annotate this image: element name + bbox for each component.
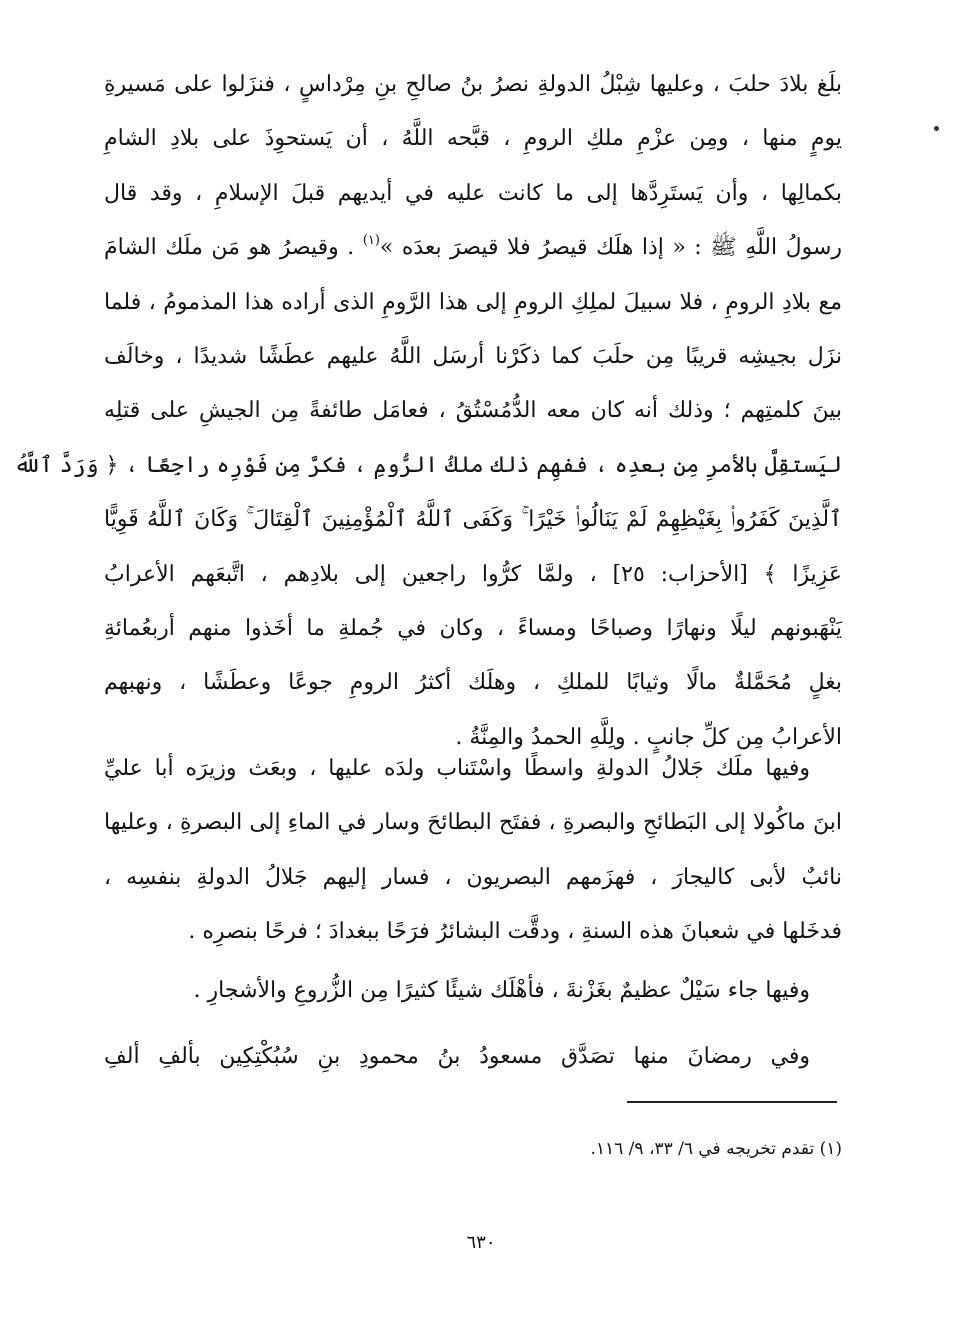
page-number: ٦٣٠ — [466, 1232, 496, 1253]
paragraph-2 — [104, 742, 842, 960]
text-line: يَنْهَبونهم ليلًا ونهارًا وصباحًا ومساءً ، وكان في جُملةِ ما أخَذوا منهم أربعُمائةِ — [104, 615, 842, 641]
footnote: (١) تقدم تخريجه في ٦/ ٣٣، ٩/ ١١٦. — [590, 1139, 842, 1159]
text-line: نائبٌ لأبى كاليجارَ ، فهزَمهم البصريون ، فسار إليهم جَلالُ الدولةِ بنفسِه ، — [104, 864, 842, 890]
text-line: عَزِيزًا ﴾ [الأحزاب: ٢٥] ، ولمَّا كرُّوا راجعين إلى بلادِهم ، اتَّبعَهم الأعرابُ — [104, 561, 842, 587]
text-line: الأعرابُ مِن كلِّ جانبٍ . ولِلَّهِ الحمدُ والمِنَّةُ . — [455, 724, 842, 750]
text-line: وفي رمضانَ منها تصَدَّق مسعودُ بنُ محمودِ بنِ سُبُكْتِكِين بألفِ ألفِ — [104, 1044, 810, 1069]
text-line: فدخَلها في شعبانَ هذه السنةِ ، ودقَّت البشائرُ فرَحًا ببغدادَ ؛ فرحًا بنصرِه . — [188, 919, 842, 945]
text-line: بينَ كلمتِهم ؛ وذلك أنه كان معه الدُّمُسْتُقُ ، فعامَل طائفةً مِن الجيشِ على قتلِه — [104, 398, 842, 424]
text-line: بكمالِها ، وأن يَستَرِدَّها إلى ما كانت عليه في أيديهم قبلَ الإسلامِ ، وقد قال — [104, 180, 842, 206]
text-line: بلَغ بلادَ حلبَ ، وعليها شِبْلُ الدولةِ نصرُ بنُ صالحِ بنِ مِرْداسٍ ، فنزَلوا على مَسيرةِ — [104, 72, 842, 97]
text-line-with-footnote — [104, 221, 842, 275]
footnote-marker: (١) — [362, 233, 380, 249]
text-line: يومٍ منها ، ومِن عزْمِ ملكِ الرومِ ، قبَّحه اللَّهُ ، أن يَستحوِذَ على بلادِ الشامِ — [104, 126, 842, 152]
text-line: ليَستقِلَّ بالأمرِ مِن بعدِه ، ففهِم ذلك ملكُ الرُّومِ ، فكرَّ مِن فَوْرِه راجِعًا ، ﴿ وَرَدَّ ٱللَّهُ — [14, 452, 842, 478]
margin-mark — [934, 126, 939, 131]
text-line-tail: . وقيصرُ هو مَن ملَك الشامَ — [104, 235, 355, 261]
paragraph-1 — [14, 58, 843, 765]
paragraph-4 — [104, 1030, 842, 1084]
paragraph-3 — [104, 964, 842, 1018]
footnote-divider — [627, 1101, 837, 1103]
quran-verse-line: ٱلَّذِينَ كَفَرُوا۟ بِغَيْظِهِمْ لَمْ يَنَالُوا۟ خَيْرًا ۚ وَكَفَى ٱللَّهُ ٱلْمُؤْمِنِينَ ٱلْقِتَالَ ۚ وَكَانَ ٱللَّهُ قَوِيًّا — [104, 507, 842, 533]
hadith-quote: رسولُ اللَّهِ ﷺ : « إذا هلَك قيصرُ فلا قيصرَ بعدَه » — [379, 235, 843, 261]
text-line: مع بلادِ الرومِ ، فلا سبيلَ لملِكِ الرومِ إلى هذا الرَّومِ الذى أراده هذا المذمومُ ، فلما — [104, 289, 842, 315]
text-line: وفيها جاء سَيْلٌ عظيمٌ بغَزْنةَ ، فأهْلَك شيئًا كثيرًا مِن الزُّروعِ والأشجارِ . — [193, 978, 810, 1003]
text-line: بغلٍ مُحَمَّلةٌ مالًا وثيابًا للملكِ ، وهلَك أكثرُ الرومِ جوعًا وعطَشًا ، ونهبهم — [104, 670, 842, 696]
text-line: نزَل بجيشِه قريبًا مِن حلَبَ كما ذكَرْنا أرسَل اللَّهُ عليهم عطَشًا شديدًا ، وخالَف — [104, 343, 842, 369]
text-line: ابنَ ماكُولا إلى البَطائحِ والبصرةِ ، ففتَح البطائحَ وسار في الماءِ إلى البصرةِ ، وعليها — [104, 810, 842, 836]
text-line: وفيها ملَك جَلالُ الدولةِ واسطًا واسْتَناب ولدَه عليها ، وبعَث وزيرَه أبا عليِّ — [104, 756, 810, 781]
